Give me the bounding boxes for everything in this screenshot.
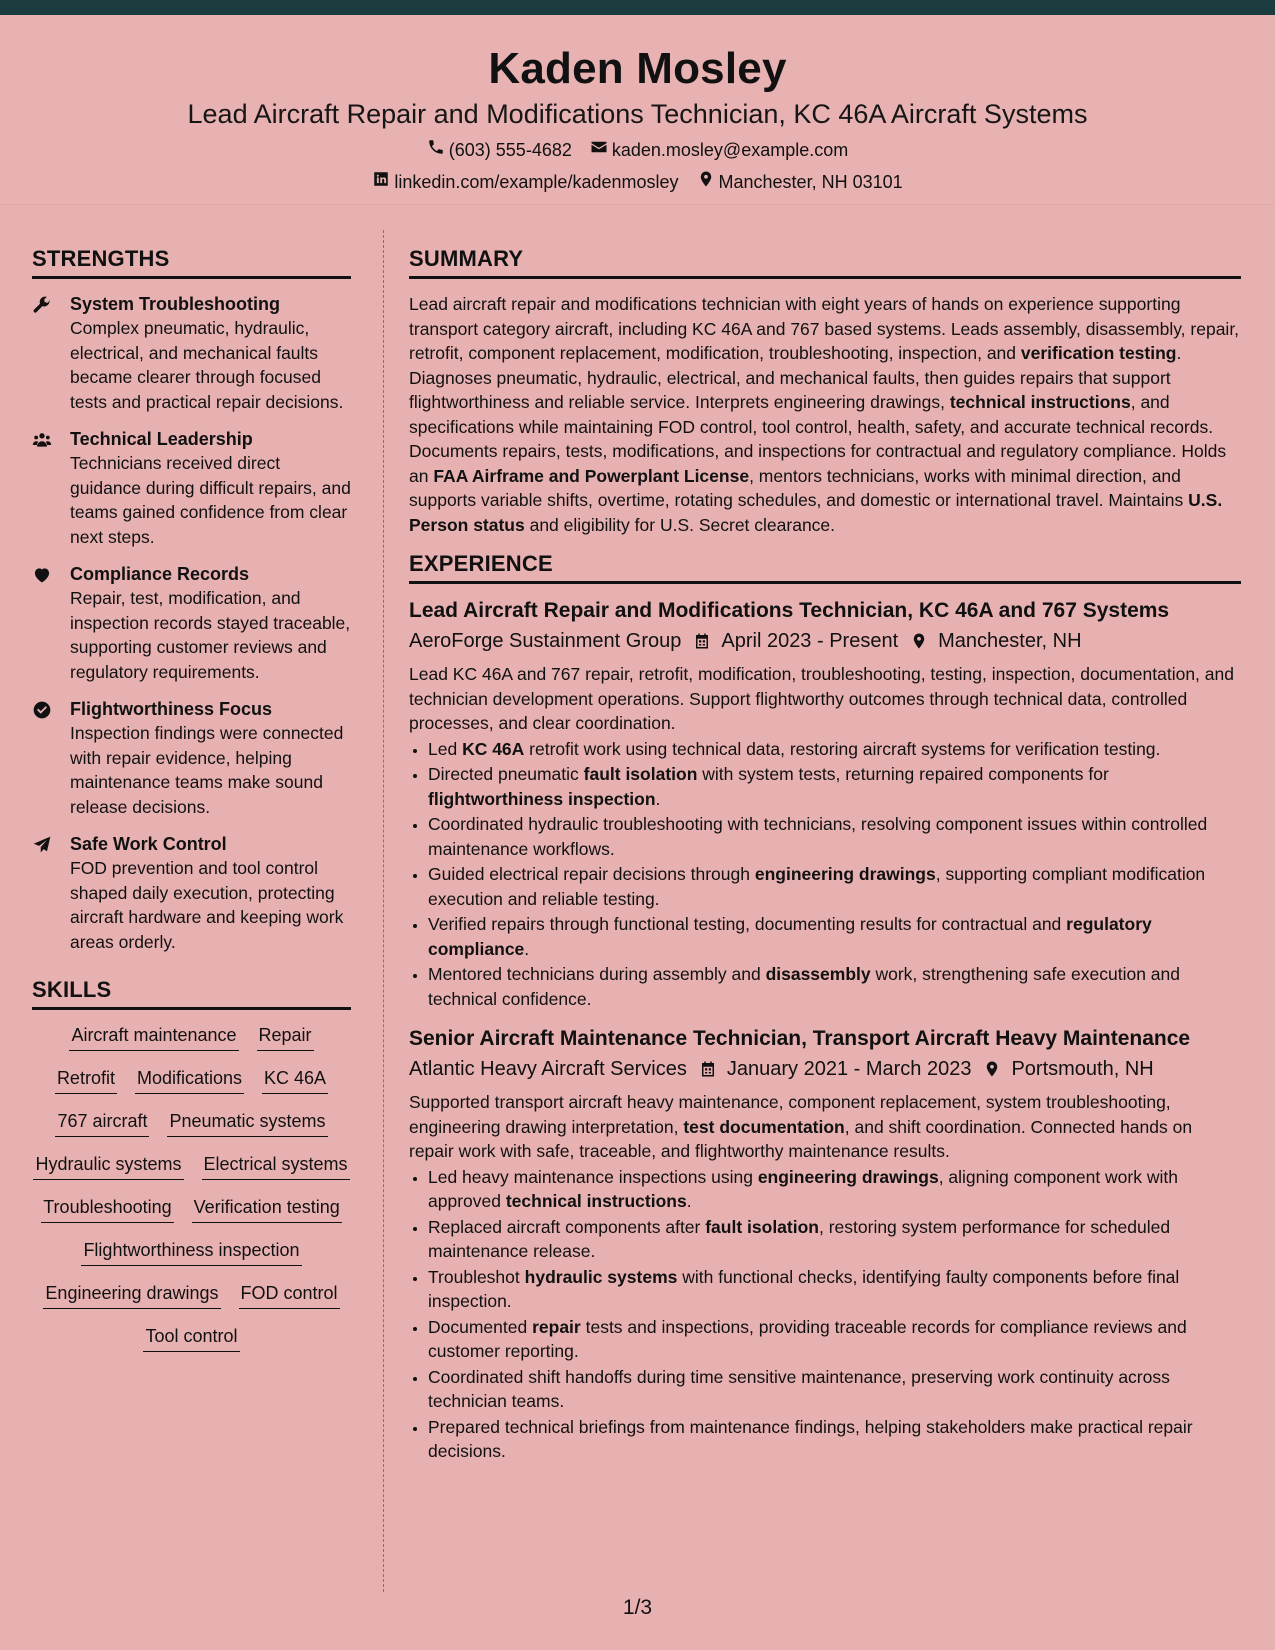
location-contact xyxy=(697,170,903,194)
bold-text: FAA Airframe and Powerplant License xyxy=(433,465,750,486)
text-run: , aligning component work with approved xyxy=(428,1166,1178,1211)
page-number: 1/3 xyxy=(622,1596,653,1619)
text-run: Led heavy maintenance inspections using xyxy=(428,1166,758,1187)
job-dates: April 2023 - Present xyxy=(721,630,899,652)
skill-tag: Retrofit xyxy=(55,1066,117,1094)
envelope-icon xyxy=(590,138,608,162)
bold-text: flightworthiness inspection xyxy=(428,788,656,809)
company-name: Atlantic Heavy Aircraft Services xyxy=(409,1058,687,1080)
bold-text: repair xyxy=(532,1316,581,1337)
map-pin-icon xyxy=(697,170,715,194)
strength-title: Flightworthiness Focus xyxy=(70,699,273,719)
strength-item xyxy=(32,697,351,819)
job-description xyxy=(409,1090,1241,1164)
summary-text xyxy=(409,292,1241,537)
top-accent-bar xyxy=(0,0,1275,15)
job-bullet xyxy=(428,1365,1241,1414)
text-run: , and shift coordination. Connected hands on repair work with safe, traceable, and flightworthy maintenance results. xyxy=(409,1116,1193,1161)
candidate-title: Lead Aircraft Repair and Modifications Technician, KC 46A Aircraft Systems xyxy=(187,99,1088,129)
experience-heading: EXPERIENCE xyxy=(409,550,1241,584)
text-run: with functional checks, identifying faulty components before final inspection. xyxy=(428,1266,1180,1311)
contact-row-1 xyxy=(0,138,1275,162)
linkedin-text: linkedin.com/example/kadenmosley xyxy=(394,172,679,192)
strength-description: FOD prevention and tool control shaped daily execution, protecting aircraft hardware and keeping work areas orderly. xyxy=(70,858,344,952)
summary-heading: SUMMARY xyxy=(409,245,1241,279)
candidate-name: Kaden Mosley xyxy=(488,44,787,93)
phone-text: (603) 555-4682 xyxy=(448,140,572,160)
text-run: , restoring system performance for scheduled maintenance release. xyxy=(428,1216,1171,1261)
text-run: , mentors technicians, works with minimal direction, and supports variable shifts, overtime, rotating schedules, and domestic or international travel. Maintains xyxy=(409,465,1189,510)
text-run: . Diagnoses pneumatic, hydraulic, electrical, and mechanical faults, then guides repairs that support flightworthiness and reliable service. Interprets engineering drawings, xyxy=(409,343,1182,412)
bold-text: verification testing xyxy=(1020,343,1177,363)
job-bullet xyxy=(428,1415,1241,1464)
text-run: , and specifications while maintaining FOD control, tool control, health, safety, and accurate technical records. Documents repairs, tests, modifications, and inspections for contractual and regulatory compliance. Holds an xyxy=(409,392,1227,486)
skill-tag: Tool control xyxy=(143,1324,239,1352)
strength-title: System Troubleshooting xyxy=(70,294,281,314)
job-entry xyxy=(409,597,1241,1011)
company-name: AeroForge Sustainment Group xyxy=(409,630,682,652)
job-bullets xyxy=(409,737,1241,1012)
text-run: Directed pneumatic xyxy=(428,764,584,784)
skills-list xyxy=(32,1023,351,1352)
wrench-icon xyxy=(32,292,70,414)
skill-tag: KC 46A xyxy=(262,1066,328,1094)
skill-tag: Electrical systems xyxy=(202,1152,350,1180)
strength-item xyxy=(32,562,351,684)
skill-tag: 767 aircraft xyxy=(55,1109,149,1137)
job-dates: January 2021 - March 2023 xyxy=(726,1058,972,1080)
skill-tag: Aircraft maintenance xyxy=(69,1023,238,1051)
skill-tag: Verification testing xyxy=(192,1195,342,1223)
contact-row-2 xyxy=(0,170,1275,194)
email-text: kaden.mosley@example.com xyxy=(611,140,849,160)
strength-title: Compliance Records xyxy=(70,564,250,584)
location-text: Manchester, NH 03101 xyxy=(718,172,903,192)
skill-tag: Pneumatic systems xyxy=(167,1109,327,1137)
strength-item xyxy=(32,427,351,549)
heart-icon xyxy=(32,562,70,684)
skill-tag: Repair xyxy=(257,1023,314,1051)
text-run: tests and inspections, providing traceable records for compliance reviews and customer reporting. xyxy=(428,1316,1187,1361)
job-meta xyxy=(409,628,1241,654)
text-run: work, strengthening safe execution and technical confidence. xyxy=(428,964,1180,1009)
left-column xyxy=(32,245,351,1352)
job-title: Lead Aircraft Repair and Modifications Technician, KC 46A and 767 Systems xyxy=(409,599,1170,622)
text-run: Prepared technical briefings from maintenance findings, helping stakeholders make practical repair decisions. xyxy=(428,1416,1193,1461)
phone-contact[interactable] xyxy=(427,138,572,162)
skills-heading: SKILLS xyxy=(32,976,351,1010)
text-run: Coordinated hydraulic troubleshooting with technicians, resolving component issues within controlled maintenance workflows. xyxy=(428,814,1208,859)
skill-tag: Flightworthiness inspection xyxy=(81,1238,301,1266)
text-run: Documented xyxy=(428,1316,533,1337)
job-meta xyxy=(409,1056,1241,1082)
strength-item xyxy=(32,292,351,414)
strength-description: Technicians received direct guidance during difficult repairs, and teams gained confidence from clear next steps. xyxy=(70,453,351,547)
job-bullet xyxy=(428,1165,1241,1214)
text-run: Supported transport aircraft heavy maintenance, component replacement, system troubleshooting, engineering drawing interpretation, xyxy=(409,1092,1171,1137)
strength-title: Safe Work Control xyxy=(70,834,227,854)
bold-text: hydraulic systems xyxy=(524,1266,678,1287)
strength-description: Complex pneumatic, hydraulic, electrical, and mechanical faults became clearer through focused tests and practical repair decisions. xyxy=(70,318,344,412)
skill-tag: FOD control xyxy=(239,1281,340,1309)
strength-description: Inspection findings were connected with repair evidence, helping maintenance teams make sound release decisions. xyxy=(70,723,344,817)
bold-text: technical instructions xyxy=(505,1191,687,1211)
text-run: with system tests, returning repaired components for xyxy=(697,764,1109,784)
job-bullet xyxy=(428,762,1241,811)
bold-text: engineering drawings xyxy=(757,1166,939,1187)
strengths-heading: STRENGTHS xyxy=(32,245,351,279)
text-run: Guided electrical repair decisions through xyxy=(428,864,755,884)
calendar-icon xyxy=(681,632,721,650)
job-description: Lead KC 46A and 767 repair, retrofit, modification, troubleshooting, testing, inspection, documentation, and technician development operations. Support flightworthy outcomes through technical data, controlled processes, and clear coordination. xyxy=(409,664,1234,733)
bold-text: engineering drawings xyxy=(754,864,936,884)
text-run: . xyxy=(686,1191,692,1211)
paper-plane-icon xyxy=(32,832,70,954)
column-divider xyxy=(383,230,384,1592)
job-bullet xyxy=(428,1215,1241,1264)
bold-text: KC 46A xyxy=(462,738,525,759)
text-run: . xyxy=(524,938,530,959)
users-icon xyxy=(32,427,70,549)
text-run: , supporting compliant modification execution and reliable testing. xyxy=(428,864,1206,909)
right-column xyxy=(409,245,1241,1465)
text-run: Verified repairs through functional testing, documenting results for contractual and xyxy=(428,914,1067,934)
text-run: Led xyxy=(428,738,463,759)
job-location: Portsmouth, NH xyxy=(1011,1058,1154,1080)
job-bullet xyxy=(428,737,1241,762)
job-bullet xyxy=(428,812,1241,861)
skill-tag: Troubleshooting xyxy=(41,1195,173,1223)
bold-text: disassembly xyxy=(765,964,871,984)
bold-text: U.S. Person status xyxy=(409,490,1223,535)
text-run: Troubleshot xyxy=(428,1266,525,1287)
skill-tag: Modifications xyxy=(135,1066,244,1094)
bold-text: technical instructions xyxy=(949,392,1131,412)
job-title: Senior Aircraft Maintenance Technician, Transport Aircraft Heavy Maintenance xyxy=(409,1027,1191,1050)
job-bullets xyxy=(409,1165,1241,1464)
job-location: Manchester, NH xyxy=(938,630,1082,652)
resume-header xyxy=(0,15,1275,205)
text-run: Mentored technicians during assembly and xyxy=(428,964,766,984)
map-pin-icon xyxy=(971,1060,1011,1078)
email-contact[interactable] xyxy=(590,138,848,162)
job-bullet xyxy=(428,962,1241,1011)
calendar-icon xyxy=(687,1060,727,1078)
skill-tag: Hydraulic systems xyxy=(33,1152,183,1180)
text-run: Coordinated shift handoffs during time sensitive maintenance, preserving work continuity across technician teams. xyxy=(428,1366,1170,1411)
text-run: retrofit work using technical data, restoring aircraft systems for verification testing. xyxy=(524,738,1161,759)
bold-text: test documentation xyxy=(683,1116,845,1137)
skill-tag: Engineering drawings xyxy=(43,1281,220,1309)
text-run: and eligibility for U.S. Secret clearance. xyxy=(524,514,836,535)
strengths-list xyxy=(32,292,351,954)
bold-text: fault isolation xyxy=(705,1216,819,1237)
text-run: Replaced aircraft components after xyxy=(428,1216,706,1237)
map-pin-icon xyxy=(898,632,938,650)
linkedin-icon xyxy=(372,170,390,194)
job-bullet xyxy=(428,1315,1241,1364)
strength-description: Repair, test, modification, and inspection records stayed traceable, supporting customer reviews and regulatory requirements. xyxy=(70,588,351,682)
bold-text: fault isolation xyxy=(583,764,698,784)
text-run: . xyxy=(655,788,661,809)
linkedin-contact[interactable] xyxy=(372,170,678,194)
job-bullet xyxy=(428,862,1241,911)
check-circle-icon xyxy=(32,697,70,819)
bold-text: regulatory compliance xyxy=(428,914,1152,959)
job-bullet xyxy=(428,912,1241,961)
job-bullet xyxy=(428,1265,1241,1314)
job-entry xyxy=(409,1025,1241,1464)
experience-list xyxy=(409,597,1241,1464)
strength-item xyxy=(32,832,351,954)
text-run: Lead aircraft repair and modifications technician with eight years of hands on experience supporting transport category aircraft, including KC 46A and 767 based systems. Leads assembly, disassembly, repair, retrofit, component replacement, modification, troubleshooting, inspection, and xyxy=(409,294,1240,363)
phone-icon xyxy=(427,138,445,162)
strength-title: Technical Leadership xyxy=(70,429,253,449)
